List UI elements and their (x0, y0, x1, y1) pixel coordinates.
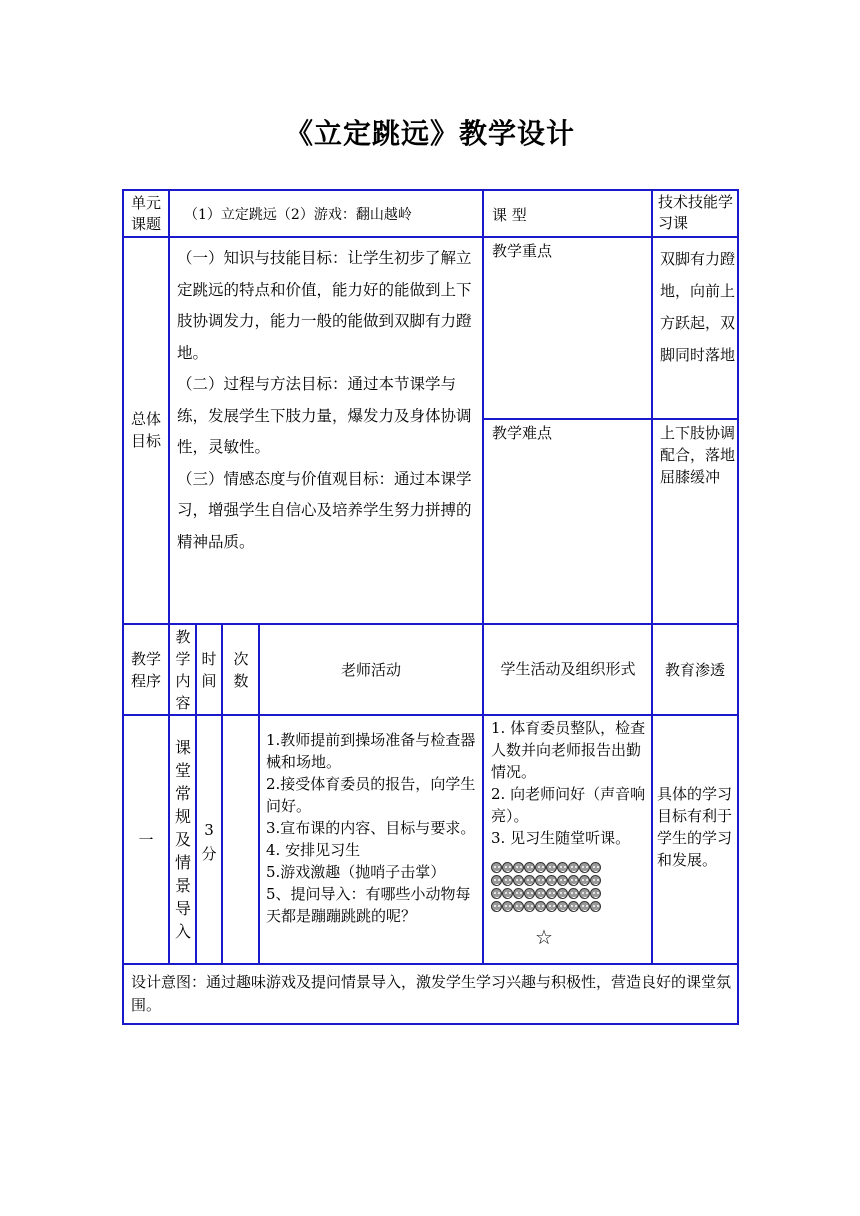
student-face-icon (513, 888, 524, 899)
header-education: 教育渗透 (664, 660, 725, 679)
student-face-icon (524, 862, 535, 873)
student-face-icon (590, 862, 601, 873)
goal-process: （二）过程与方法目标：通过本节课学与练，发展学生下肢力量，爆发力及身体协调性，灵敏性。 (177, 375, 472, 456)
student-face-icon (568, 862, 579, 873)
student-face-icon (546, 862, 557, 873)
header-count: 次数 (233, 649, 249, 690)
header-time: 时间 (201, 649, 217, 690)
student-face-icon (579, 888, 590, 899)
student-face-icon (513, 901, 524, 912)
student-face-icon (579, 901, 590, 912)
student-face-icon (491, 888, 502, 899)
formation-row (491, 875, 601, 888)
header-procedure: 教学程序 (130, 649, 161, 690)
student-formation-icon (491, 862, 601, 914)
student-face-icon (590, 888, 601, 899)
student-face-icon (590, 901, 601, 912)
formation-row (491, 888, 601, 901)
student-step-3: 3. 见习生随堂听课。 (491, 829, 631, 847)
section-content: 课堂常规及情景导入 (174, 738, 191, 941)
student-step-2: 2. 向老师问好（声音响亮）。 (491, 785, 646, 825)
student-face-icon (546, 901, 557, 912)
difficulty-value: 上下肢协调配合，落地屈膝缓冲 (660, 424, 736, 486)
key-point-label: 教学重点 (492, 242, 553, 260)
goal-knowledge: （一）知识与技能目标：让学生初步了解立定跳远的特点和价值，能力好的能做到上下肢协调发力，能力一般的能做到双脚有力蹬地。 (177, 249, 472, 362)
student-face-icon (568, 901, 579, 912)
student-face-icon (513, 875, 524, 886)
education-value: 具体的学习目标有利于学生的学习和发展。 (657, 785, 733, 869)
teacher-step-5: 5.游戏激趣（抛哨子击掌） (266, 863, 446, 881)
lesson-type-value: 技术技能学习课 (658, 193, 734, 232)
goal-emotion: （三）情感态度与价值观目标：通过本课学习，增强学生自信心及培养学生努力拼搏的精神品质。 (177, 469, 472, 551)
teacher-step-1: 1.教师提前到操场准备与检查器械和场地。 (266, 731, 476, 771)
teacher-step-4: 4. 安排见习生 (266, 841, 361, 859)
difficulty-label: 教学难点 (492, 424, 553, 442)
overall-goals-label: 总体目标 (130, 410, 161, 450)
page-title: 《立定跳远》教学设计 (284, 117, 575, 150)
unit-topic-label: 单元课题 (130, 193, 161, 233)
student-face-icon (502, 875, 513, 886)
student-face-icon (568, 875, 579, 886)
student-activities (491, 717, 649, 849)
student-face-icon (491, 875, 502, 886)
student-face-icon (524, 888, 535, 899)
student-step-1: 1. 体育委员整队，检查人数并向老师报告出勤情况。 (491, 719, 646, 781)
design-intent: 设计意图：通过趣味游戏及提问情景导入，激发学生学习兴趣与积极性，营造良好的课堂氛围。 (131, 973, 732, 1014)
header-student-activity: 学生活动及组织形式 (500, 660, 636, 678)
teacher-step-3: 3.宣布课的内容、目标与要求。 (266, 819, 476, 837)
student-face-icon (557, 888, 568, 899)
student-face-icon (568, 888, 579, 899)
teacher-activities (266, 729, 480, 927)
student-face-icon (502, 888, 513, 899)
student-face-icon (557, 875, 568, 886)
student-face-icon (535, 875, 546, 886)
student-face-icon (546, 888, 557, 899)
student-face-icon (546, 875, 557, 886)
key-point-value: 双脚有力蹬地，向前上方跃起，双脚同时落地 (660, 250, 736, 364)
student-face-icon (513, 862, 524, 873)
student-face-icon (524, 901, 535, 912)
student-face-icon (590, 875, 601, 886)
student-face-icon (535, 862, 546, 873)
student-face-icon (502, 862, 513, 873)
header-content: 教学内容 (175, 627, 191, 712)
student-face-icon (535, 888, 546, 899)
goals-list (177, 243, 479, 558)
teacher-step-2: 2.接受体育委员的报告，向学生问好。 (266, 775, 476, 815)
student-face-icon (579, 875, 590, 886)
unit-topic-value: （1）立定跳远（2）游戏：翻山越岭 (184, 207, 412, 223)
student-face-icon (502, 901, 513, 912)
header-teacher-activity: 老师活动 (340, 660, 401, 679)
teacher-step-6: 5、提问导入：有哪些小动物每天都是蹦蹦跳跳的呢？ (266, 885, 471, 925)
formation-row (491, 862, 601, 875)
section-time: 3分 (201, 821, 217, 863)
student-face-icon (491, 862, 502, 873)
teacher-position-star-icon: ☆ (535, 925, 553, 949)
student-face-icon (557, 901, 568, 912)
student-face-icon (524, 875, 535, 886)
student-face-icon (491, 901, 502, 912)
student-face-icon (579, 862, 590, 873)
student-face-icon (557, 862, 568, 873)
student-face-icon (535, 901, 546, 912)
section-procedure: 一 (138, 830, 154, 849)
lesson-type-label: 课 型 (492, 206, 527, 224)
formation-row (491, 901, 601, 914)
